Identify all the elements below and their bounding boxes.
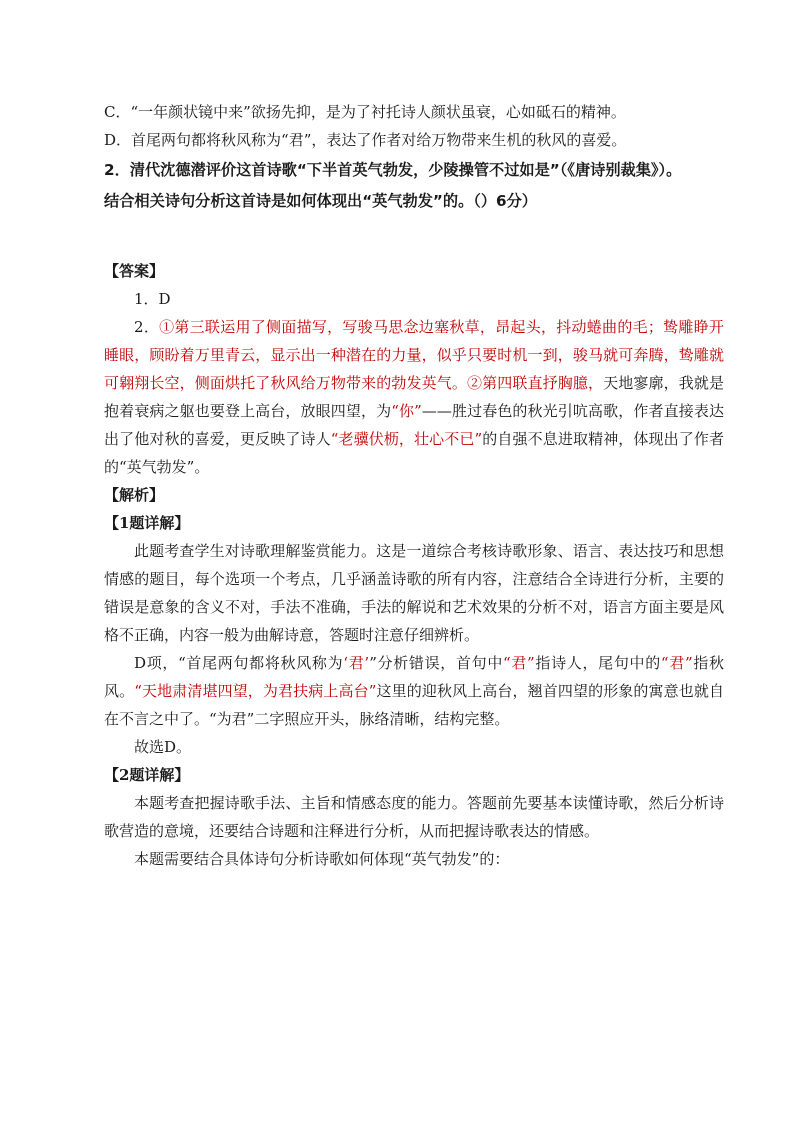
document-content <box>104 98 724 873</box>
answer-2-point-1: ①第三联运用了侧面描写，写骏马思念边塞秋草，昂起头，抖动蜷曲的毛；鸷雕睁开睡眼，顾盼着万里青云，显示出一种潜在的力量，似乎只要时机一到，骏马就可奔腾，鸷雕就可翱翔长空，侧面烘托了秋风给万物带来的勃发英气。 <box>104 318 724 392</box>
analysis-p2-text-b: ”分析错误，首句中 <box>369 654 504 672</box>
analysis-heading: 【解析】 <box>104 486 165 504</box>
analysis-sub-1: 【1题详解】 <box>104 514 190 532</box>
analysis-p2-text-d: 指秋风。 <box>104 654 724 700</box>
analysis-paragraph-4: 本题考查把握诗歌手法、主旨和情感态度的能力。答题前先要基本读懂诗歌，然后分析诗歌营造的意境，还要结合诗题和注释进行分析，从而把握诗歌表达的情感。 <box>104 794 724 840</box>
answer-1: 1．D <box>134 290 171 308</box>
analysis-paragraph-1: 此题考查学生对诗歌理解鉴赏能力。这是一道综合考核诗歌形象、语言、表达技巧和思想情感的题目，每个选项一个考点，几乎涵盖诗歌的所有内容，注意结合全诗进行分析，主要的错误是意象的含义不对，手法不准确，手法的解说和艺术效果的分析不对，语言方面主要是风格不正确，内容一般为曲解诗意，答题时注意仔细辨析。 <box>104 542 724 644</box>
answer-2 <box>104 313 724 481</box>
analysis-paragraph-5: 本题需要结合具体诗句分析诗歌如何体现“英气勃发”的： <box>134 850 510 868</box>
option-d: D．首尾两句都将秋风称为“君”，表达了作者对给万物带来生机的秋风的喜爱。 <box>104 131 627 149</box>
question-2-line-1: 2．清代沈德潜评价这首诗歌“下半首英气勃发，少陵操管不过如是”（《唐诗别裁集》）。 <box>104 161 682 179</box>
answer-heading: 【答案】 <box>104 262 165 280</box>
analysis-paragraph-3: 故选D。 <box>134 738 192 756</box>
analysis-p2-text-a: D项，“首尾两句都将秋风称为 <box>134 654 344 672</box>
answer-2-point-2-lead: ②第四联直抒胸臆， <box>466 374 604 392</box>
answer-2-prefix: 2． <box>134 318 160 336</box>
answer-2-quote-you: “你” <box>391 402 422 420</box>
analysis-p2-quote-jun-1: ‘君’ <box>343 654 370 672</box>
analysis-sub-2: 【2题详解】 <box>104 766 190 784</box>
analysis-p2-text-c: 指诗人，尾句中的 <box>534 654 661 672</box>
analysis-p2-text-e: 这里的迎秋风上高台，翘首四望的形象的寓意也就自在不言之中了。“为君”二字照应开头，脉络清晰，结构完整。 <box>104 682 724 728</box>
analysis-p2-quote-jun-3: “君” <box>660 654 693 672</box>
answer-2-quote-old-steed: “老骥伏枥，壮心不已” <box>330 430 483 448</box>
analysis-paragraph-2 <box>104 649 724 733</box>
answer-2-text-b: ——胜过春色的秋光引吭高歌，作者直接表达出了他对秋的喜爱，更反映了诗人 <box>104 402 724 448</box>
spacer <box>104 216 724 257</box>
answer-2-text-a: 天地寥廓，我就是抱着衰病之躯也要登上高台，放眼四望，为 <box>104 374 724 420</box>
question-2-line-2: 结合相关诗句分析这首诗是如何体现出“英气勃发”的。（）6分） <box>104 192 537 210</box>
answer-2-text-c: 的自强不息进取精神，体现出了作者的“英气勃发”。 <box>104 430 724 476</box>
analysis-p2-quote-jun-2: “君” <box>503 654 535 672</box>
option-c: C．“一年颜状镜中来”欲扬先抑，是为了衬托诗人颜状虽衰，心如砥石的精神。 <box>104 103 626 121</box>
analysis-p2-quote-poem-line: “天地肃清堪四望，为君扶病上高台” <box>134 682 377 700</box>
